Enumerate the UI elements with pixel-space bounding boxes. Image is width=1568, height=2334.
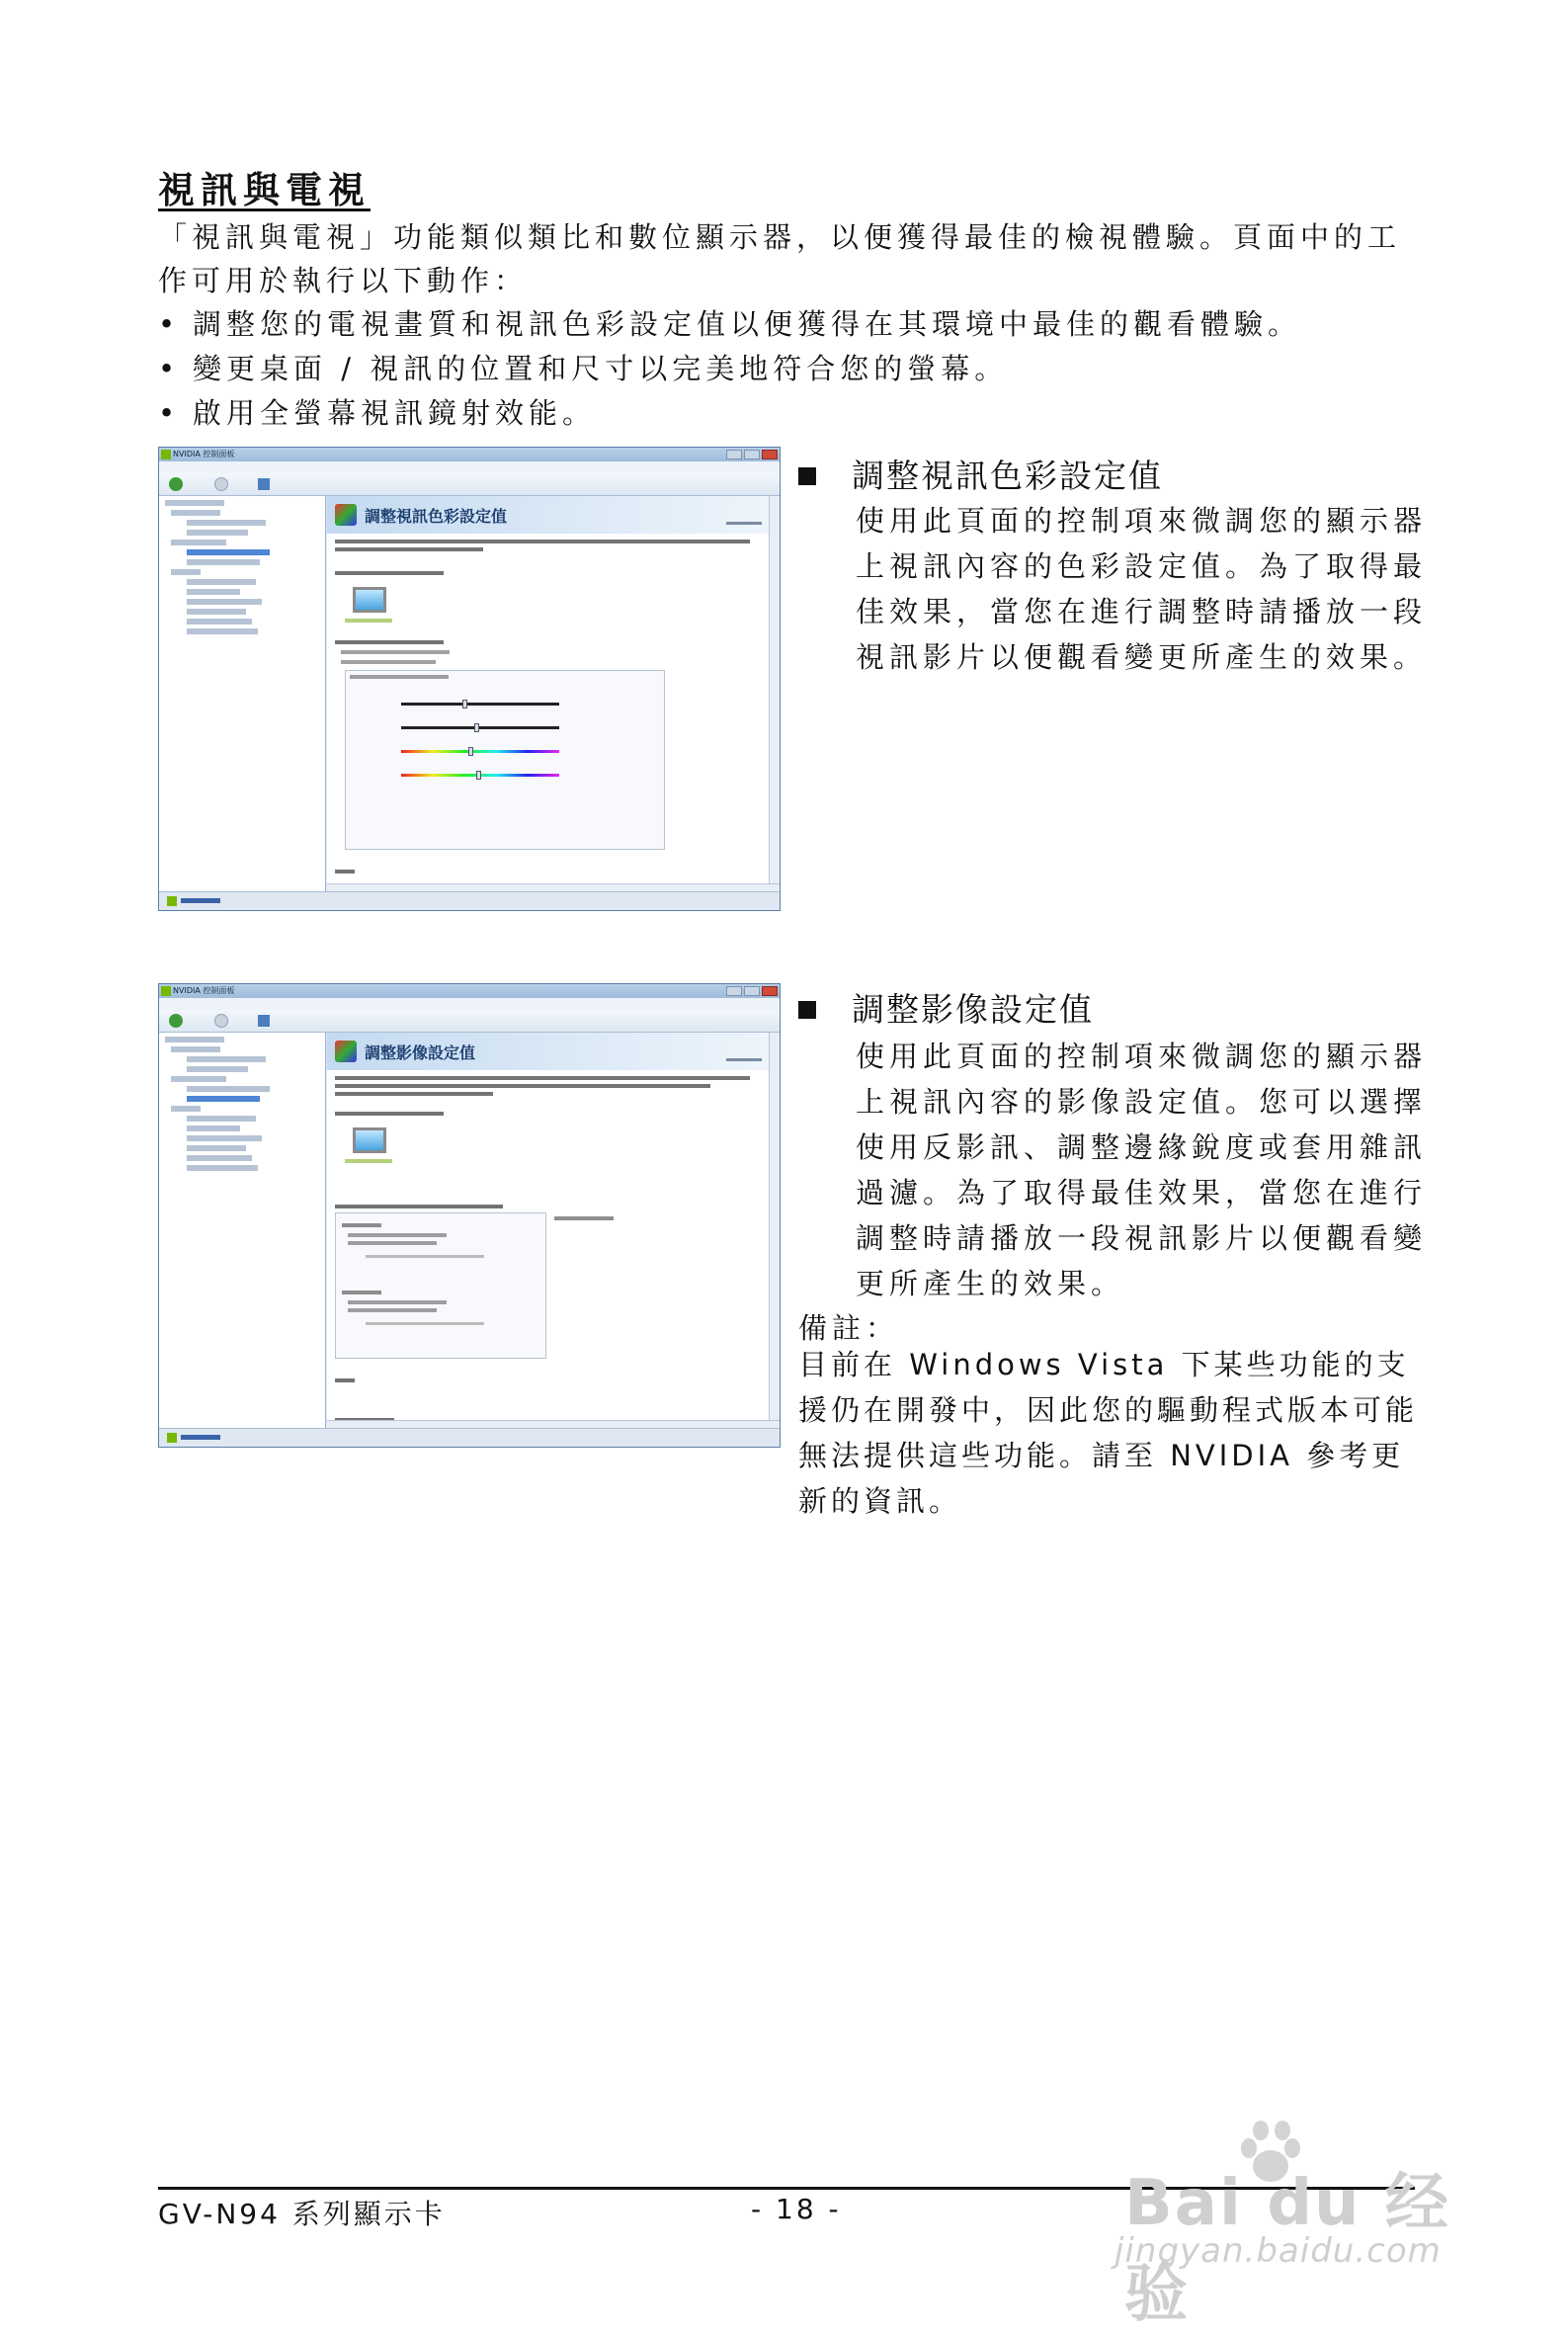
maximize-icon (744, 450, 760, 459)
page-title: 視訊與電視 (158, 169, 371, 211)
content-pane (327, 1033, 770, 1429)
settings-panel (345, 670, 665, 850)
back-icon (169, 1014, 183, 1028)
maximize-icon (744, 986, 760, 996)
square-bullet-icon (798, 1001, 816, 1019)
close-icon (762, 986, 778, 996)
page-banner (327, 1033, 770, 1070)
page-number: - 18 - (751, 2193, 842, 2225)
watermark-brand: Bai du 经验 (1124, 2167, 1450, 2331)
note-body: 目前在 Windows Vista 下某些功能的支援仍在開發中，因此您的驅動程式版本可能無法提供這些功能。請至 NVIDIA 參考更新的資訊。 (798, 1348, 1419, 1518)
banner-title: 調整視訊色彩設定值 (365, 507, 508, 526)
display-monitor-icon (353, 1127, 386, 1153)
watermark-url: jingyan.baidu.com (1114, 2231, 1442, 2271)
footer-product: GV-N94 系列顯示卡 (158, 2198, 446, 2230)
screenshot-image-settings (158, 983, 781, 1448)
status-bar (159, 1428, 780, 1447)
toolbar (159, 1010, 780, 1033)
menu-bar (159, 461, 780, 473)
forward-icon (214, 1014, 228, 1028)
settings-panel (335, 1212, 546, 1359)
task-tree (159, 496, 326, 892)
toolbar (159, 473, 780, 496)
nvidia-logo-icon (167, 896, 177, 906)
intro-paragraph: 「視訊與電視」功能類似類比和數位顯示器，以便獲得最佳的檢視體驗。頁面中的工作可用於執行以下動作： (158, 220, 1402, 297)
list-item: • 調整您的電視畫質和視訊色彩設定值以便獲得在其環境中最佳的觀看體驗。 (158, 302, 1433, 347)
view-icon (258, 478, 270, 490)
window-title: NVIDIA 控制面板 (173, 986, 235, 995)
section-heading-image: 調整影像設定值 (798, 984, 1094, 1031)
window-title: NVIDIA 控制面板 (173, 450, 235, 458)
close-icon (762, 450, 778, 459)
minimize-icon (726, 450, 742, 459)
nvidia-logo-icon (161, 450, 171, 459)
nvidia-logo-icon (167, 1433, 177, 1443)
window-titlebar (159, 448, 780, 461)
page-banner (327, 496, 770, 534)
section-body-image: 使用此頁面的控制項來微調您的顯示器上視訊內容的影像設定值。您可以選擇使用反影訊、調整邊緣銳度或套用雜訊過濾。為了取得最佳效果，當您在進行調整時請播放一段視訊影片以便觀看變更所產生的效果。 (856, 1040, 1428, 1300)
back-icon (169, 477, 183, 491)
image-settings-icon (335, 1041, 357, 1062)
content-pane (327, 496, 770, 892)
baidu-watermark (1114, 2113, 1470, 2331)
menu-bar (159, 998, 780, 1010)
vertical-scrollbar (769, 496, 780, 892)
nvidia-logo-icon (161, 986, 171, 996)
view-icon (258, 1015, 270, 1027)
feature-list (158, 302, 1433, 436)
status-bar (159, 891, 780, 910)
task-tree (159, 1033, 326, 1429)
window-titlebar (159, 984, 780, 998)
vertical-scrollbar (769, 1033, 780, 1429)
section-body-color: 使用此頁面的控制項來微調您的顯示器上視訊內容的色彩設定值。為了取得最佳效果，當您在進行調整時請播放一段視訊影片以便觀看變更所產生的效果。 (856, 504, 1428, 674)
screenshot-color-settings (158, 447, 781, 911)
section-heading-color: 調整視訊色彩設定值 (798, 451, 1163, 497)
banner-title: 調整影像設定值 (365, 1043, 476, 1062)
list-item: • 變更桌面 / 視訊的位置和尺寸以完美地符合您的螢幕。 (158, 347, 1433, 391)
minimize-icon (726, 986, 742, 996)
color-settings-icon (335, 504, 357, 526)
forward-icon (214, 477, 228, 491)
square-bullet-icon (798, 467, 816, 485)
list-item: • 啟用全螢幕視訊鏡射效能。 (158, 391, 1433, 436)
display-monitor-icon (353, 587, 386, 613)
note-heading: 備註： (798, 1311, 900, 1345)
